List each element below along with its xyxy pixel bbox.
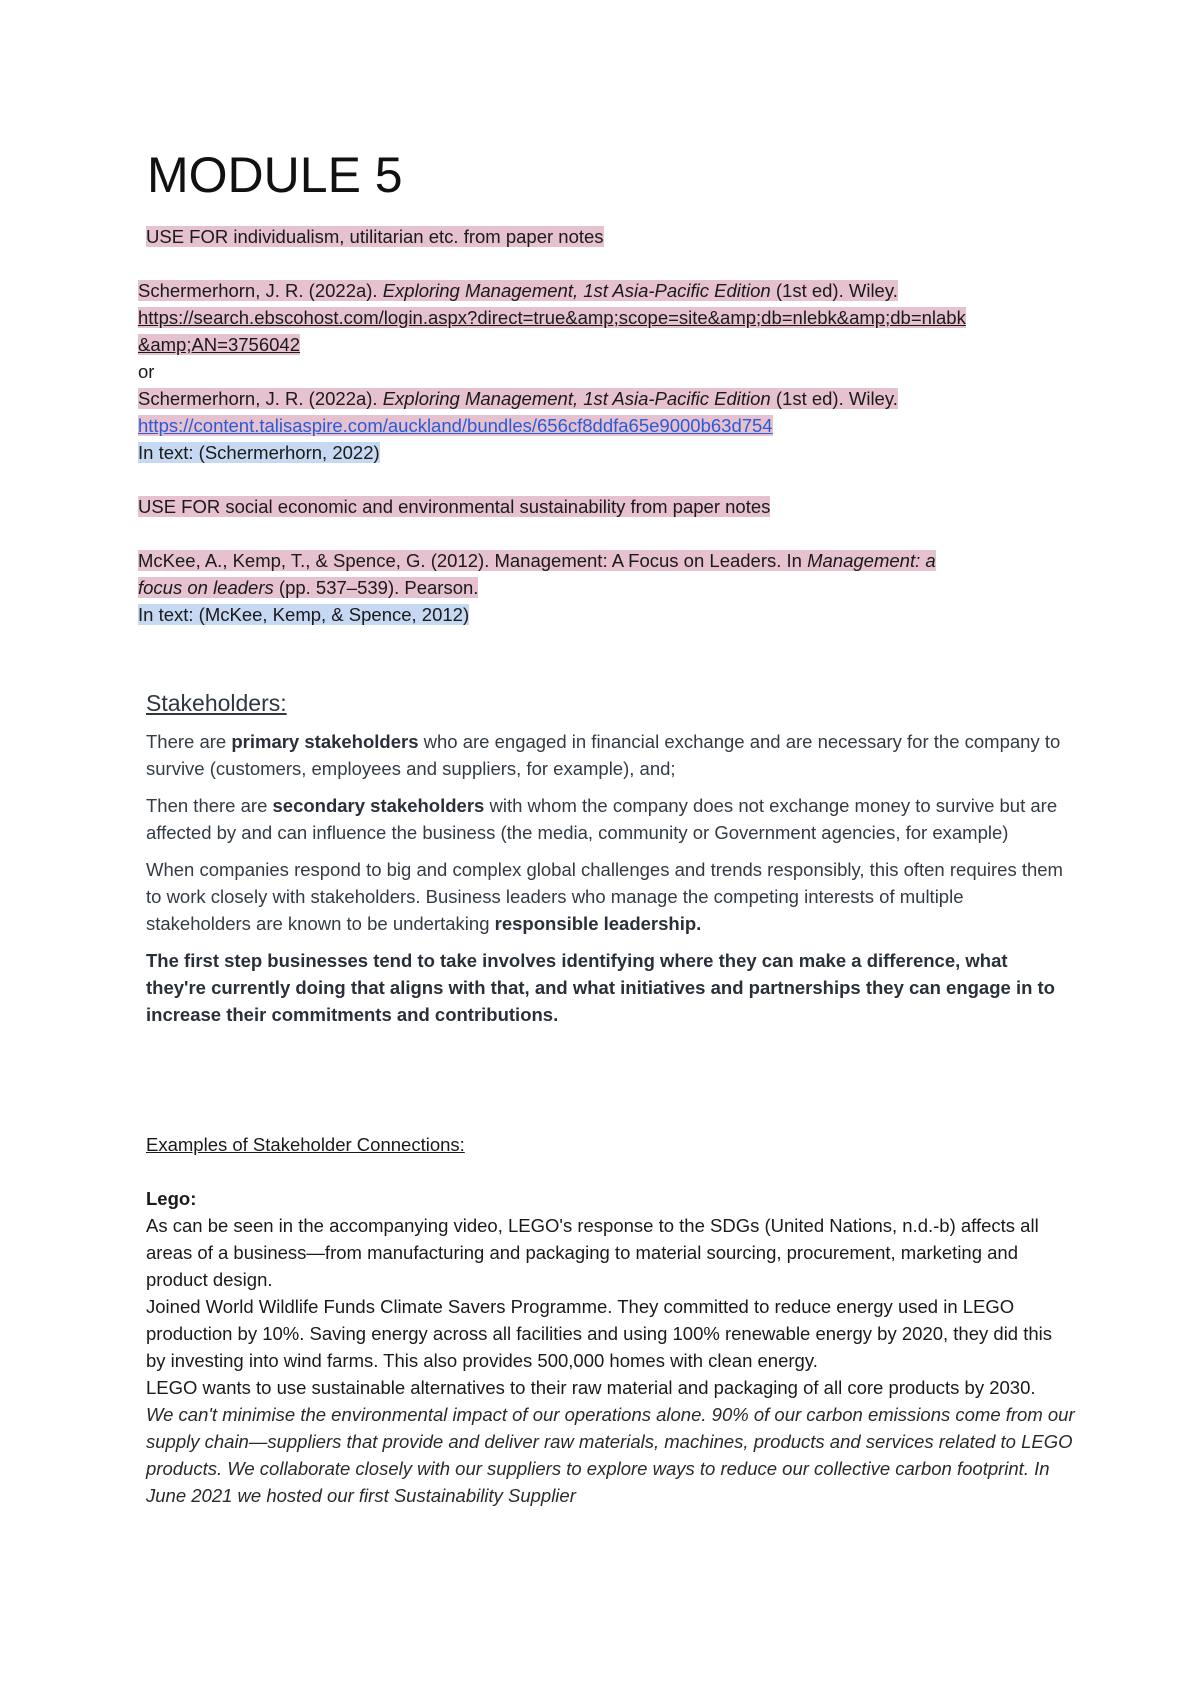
intext-citation-mckee: In text: (McKee, Kemp, & Spence, 2012) <box>138 604 470 625</box>
secondary-stakeholders-paragraph: Then there are secondary stakeholders with whom the company does not exchange money to survive but are affected by and can influence the business (the media, community or Government agencies, for example) <box>146 795 1058 843</box>
responsible-leadership-paragraph: When companies respond to big and complex global challenges and trends responsibly, this often requires them to work closely with stakeholders. Business leaders who manage the competing interests of multiple stakeholders are known to be undertaking responsible leadership. <box>146 859 1063 934</box>
stakeholders-heading: Stakeholders: <box>146 690 287 716</box>
lego-quote: We can't minimise the environmental impact of our operations alone. 90% of our carbon emissions come from our supply chain—suppliers that provide and deliver raw materials, machines, products and services related to LEGO products. We collaborate closely with our suppliers to explore ways to reduce our collective carbon footprint. In June 2021 we hosted our first Sustainability Supplier <box>146 1404 1075 1506</box>
page-title: MODULE 5 <box>147 147 403 203</box>
talis-link[interactable]: https://content.talisaspire.com/auckland/bundles/656cf8ddfa65e9000b63d754 <box>138 415 773 436</box>
lego-paragraph-wwf: Joined World Wildlife Funds Climate Savers Programme. They committed to reduce energy used in LEGO production by 10%. Saving energy across all facilities and using 100% renewable energy by 2020, they did this by investing into wind farms. This also provides 500,000 homes with clean energy. <box>146 1296 1053 1371</box>
or-text: or <box>138 361 155 382</box>
intext-citation-schermerhorn: In text: (Schermerhorn, 2022) <box>138 442 380 463</box>
reference-mckee: McKee, A., Kemp, T., & Spence, G. (2012). Management: A Focus on Leaders. In Management: a focus on leaders (pp. 537–539). Pearson. <box>138 550 936 598</box>
ebsco-link-continued[interactable]: &amp;AN=3756042 <box>138 334 300 355</box>
stakeholders-body <box>146 728 1066 1028</box>
primary-stakeholders-paragraph: There are primary stakeholders who are engaged in financial exchange and are necessary for the company to survive (customers, employees and suppliers, for example), and; <box>146 731 1061 779</box>
reference-schermerhorn-2: Schermerhorn, J. R. (2022a). Exploring Management, 1st Asia-Pacific Edition (1st ed). Wiley. https://content.talisaspire.com/auckland/bundles/656cf8ddfa65e9000b63d754 <box>138 388 898 436</box>
examples-section <box>146 1131 1076 1509</box>
lego-heading: Lego: <box>146 1188 197 1209</box>
reference-schermerhorn-1: Schermerhorn, J. R. (2022a). Exploring Management, 1st Asia-Pacific Edition (1st ed). Wiley. https://search.ebscohost.com/login.aspx?direct=true&amp;scope=site&amp;db=nlebk&amp;db=nlabk &amp;AN=3756042 <box>138 280 966 355</box>
examples-heading: Examples of Stakeholder Connections: <box>146 1134 465 1155</box>
note-individualism: USE FOR individualism, utilitarian etc. from paper notes <box>146 226 604 247</box>
note-sustainability: USE FOR social economic and environmental sustainability from paper notes <box>138 496 771 517</box>
ebsco-link[interactable]: https://search.ebscohost.com/login.aspx?direct=true&amp;scope=site&amp;db=nlebk&amp;db=nlabk <box>138 307 966 328</box>
references-block <box>138 223 1058 628</box>
first-step-paragraph: The first step businesses tend to take involves identifying where they can make a difference, what they're currently doing that aligns with that, and what initiatives and partnerships they can engage in to increase their commitments and contributions. <box>146 950 1055 1025</box>
lego-paragraph-materials: LEGO wants to use sustainable alternatives to their raw material and packaging of all core products by 2030. <box>146 1377 1036 1398</box>
lego-paragraph-sdgs: As can be seen in the accompanying video, LEGO's response to the SDGs (United Nations, n.d.-b) affects all areas of a business—from manufacturing and packaging to material sourcing, procurement, marketing and product design. <box>146 1215 1039 1290</box>
